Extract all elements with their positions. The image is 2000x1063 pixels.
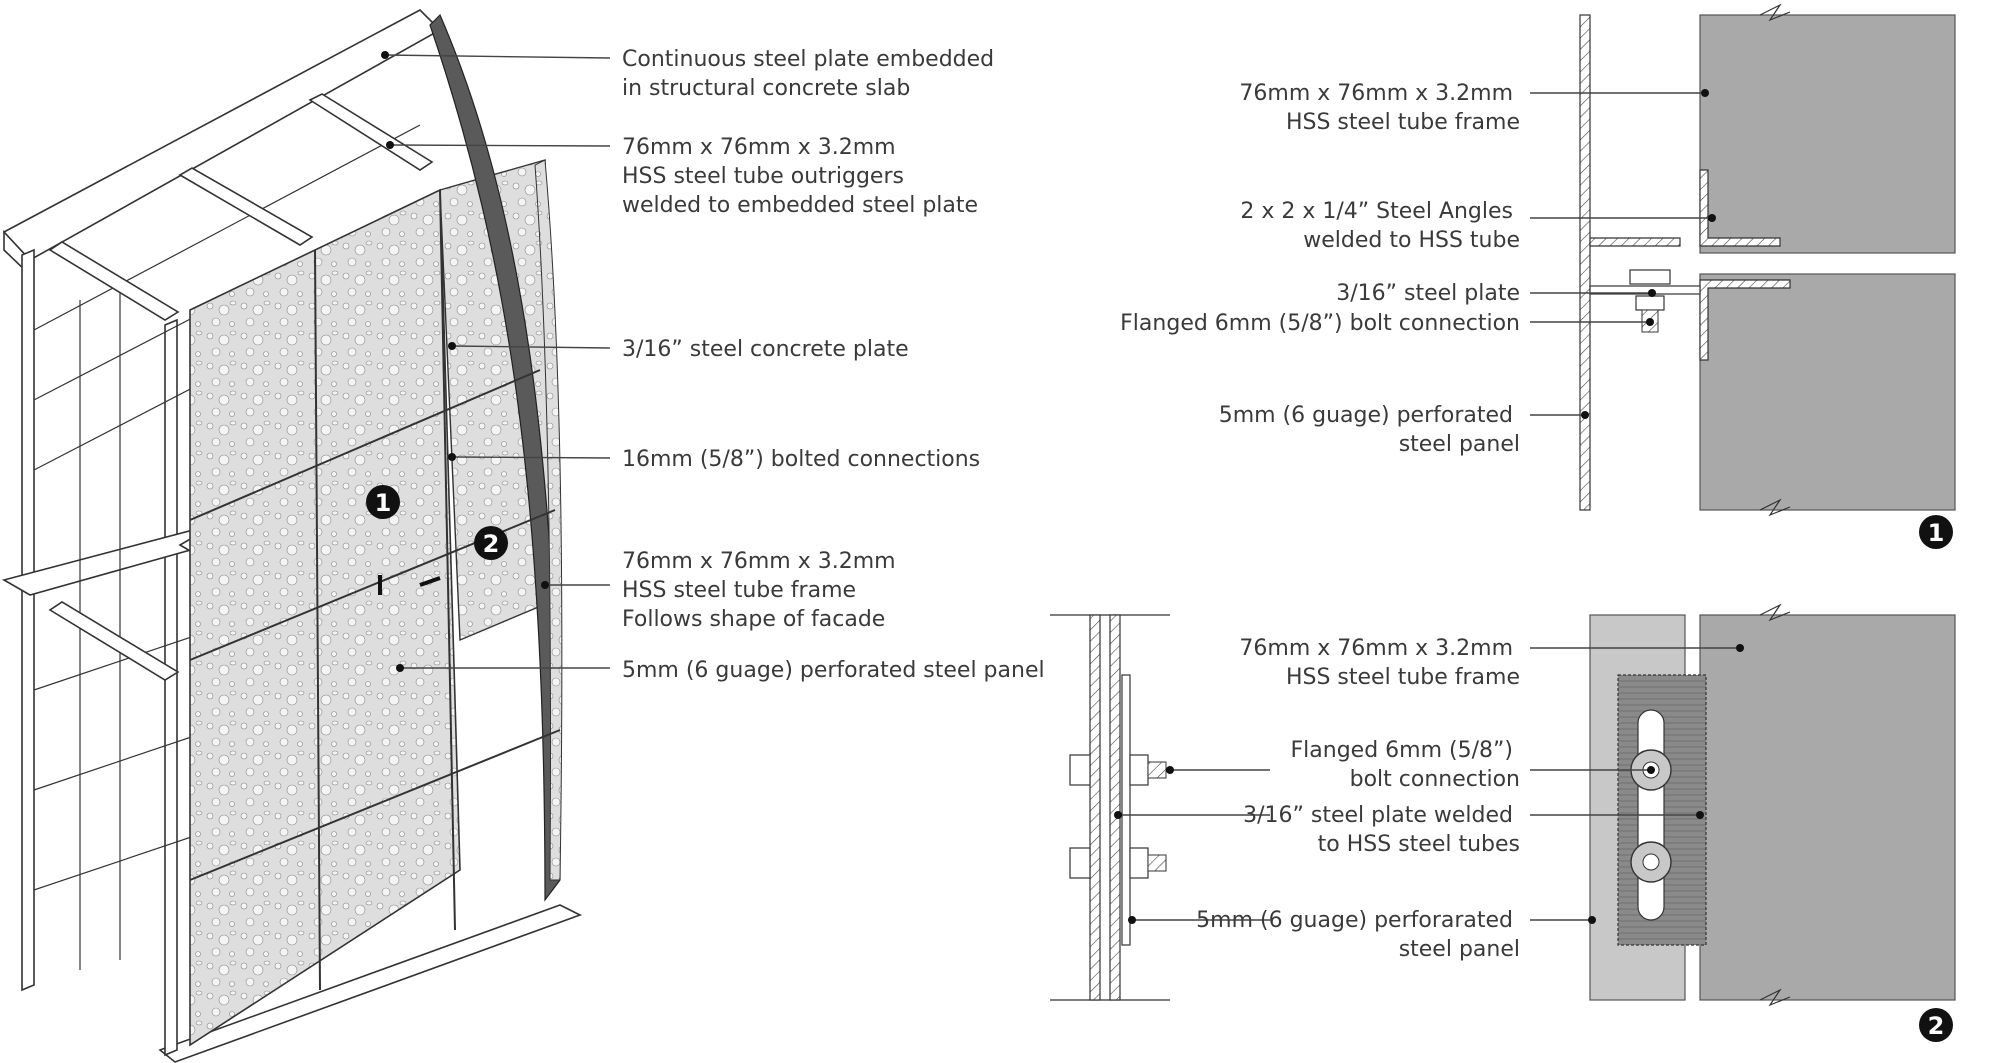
d1-hss-tube-frame-lower	[1700, 274, 1955, 510]
d2-label-panel: 5mm (6 guage) perforarated steel panel	[1196, 908, 1520, 962]
label-outriggers: 76mm x 76mm x 3.2mm HSS steel tube outriggers welded to embedded steel plate	[622, 135, 979, 218]
detail-2-badge-label: 2	[1927, 1012, 1945, 1040]
d1-hss-tube-frame-upper	[1700, 15, 1955, 253]
d2-hss-tube-frame	[1700, 615, 1955, 1000]
d2-label-plate: 3/16” steel plate welded to HSS steel tubes	[1243, 803, 1520, 857]
detail-1	[1120, 5, 1955, 549]
detail-1-badge-label: 1	[1927, 519, 1945, 547]
callout-2[interactable]	[474, 526, 508, 560]
left-frame-post	[22, 250, 34, 990]
d1-label-bolt: Flanged 6mm (5/8”) bolt connection	[1120, 311, 1520, 336]
d2-flanged-bolt-lower	[1631, 842, 1671, 882]
label-perforated-panel: 5mm (6 guage) perforated steel panel	[622, 658, 1045, 683]
d2-label-tube-frame: 76mm x 76mm x 3.2mm HSS steel tube frame	[1239, 636, 1520, 690]
label-concrete-plate: 3/16” steel concrete plate	[622, 337, 909, 362]
detail-1-badge[interactable]	[1919, 515, 1953, 549]
d2-label-bolt: Flanged 6mm (5/8”) bolt connection	[1290, 738, 1520, 792]
d2-section	[1050, 615, 1270, 1000]
label-embedded-plate: Continuous steel plate embedded in structural concrete slab	[622, 47, 995, 101]
detail-2	[1050, 605, 1955, 1042]
detail-2-badge[interactable]	[1919, 1008, 1953, 1042]
callout-1[interactable]	[366, 485, 400, 519]
axonometric-view	[4, 10, 1045, 1062]
d1-label-plate: 3/16” steel plate	[1336, 281, 1520, 306]
d1-leader-lines	[1530, 89, 1716, 419]
callout-2-label: 2	[482, 530, 500, 558]
d1-label-tube-frame: 76mm x 76mm x 3.2mm HSS steel tube frame	[1239, 81, 1520, 135]
d1-label-angles: 2 x 2 x 1/4” Steel Angles welded to HSS tube	[1240, 199, 1520, 253]
label-tube-frame: 76mm x 76mm x 3.2mm HSS steel tube frame Follows shape of facade	[622, 549, 896, 632]
perforated-panel-field	[190, 190, 460, 1045]
d1-perforated-panel	[1580, 15, 1590, 510]
inner-frame-post	[165, 320, 177, 1055]
d1-label-panel: 5mm (6 guage) perforated steel panel	[1218, 403, 1520, 457]
callout-1-label: 1	[374, 489, 392, 517]
label-bolted-connections: 16mm (5/8”) bolted connections	[622, 447, 981, 472]
